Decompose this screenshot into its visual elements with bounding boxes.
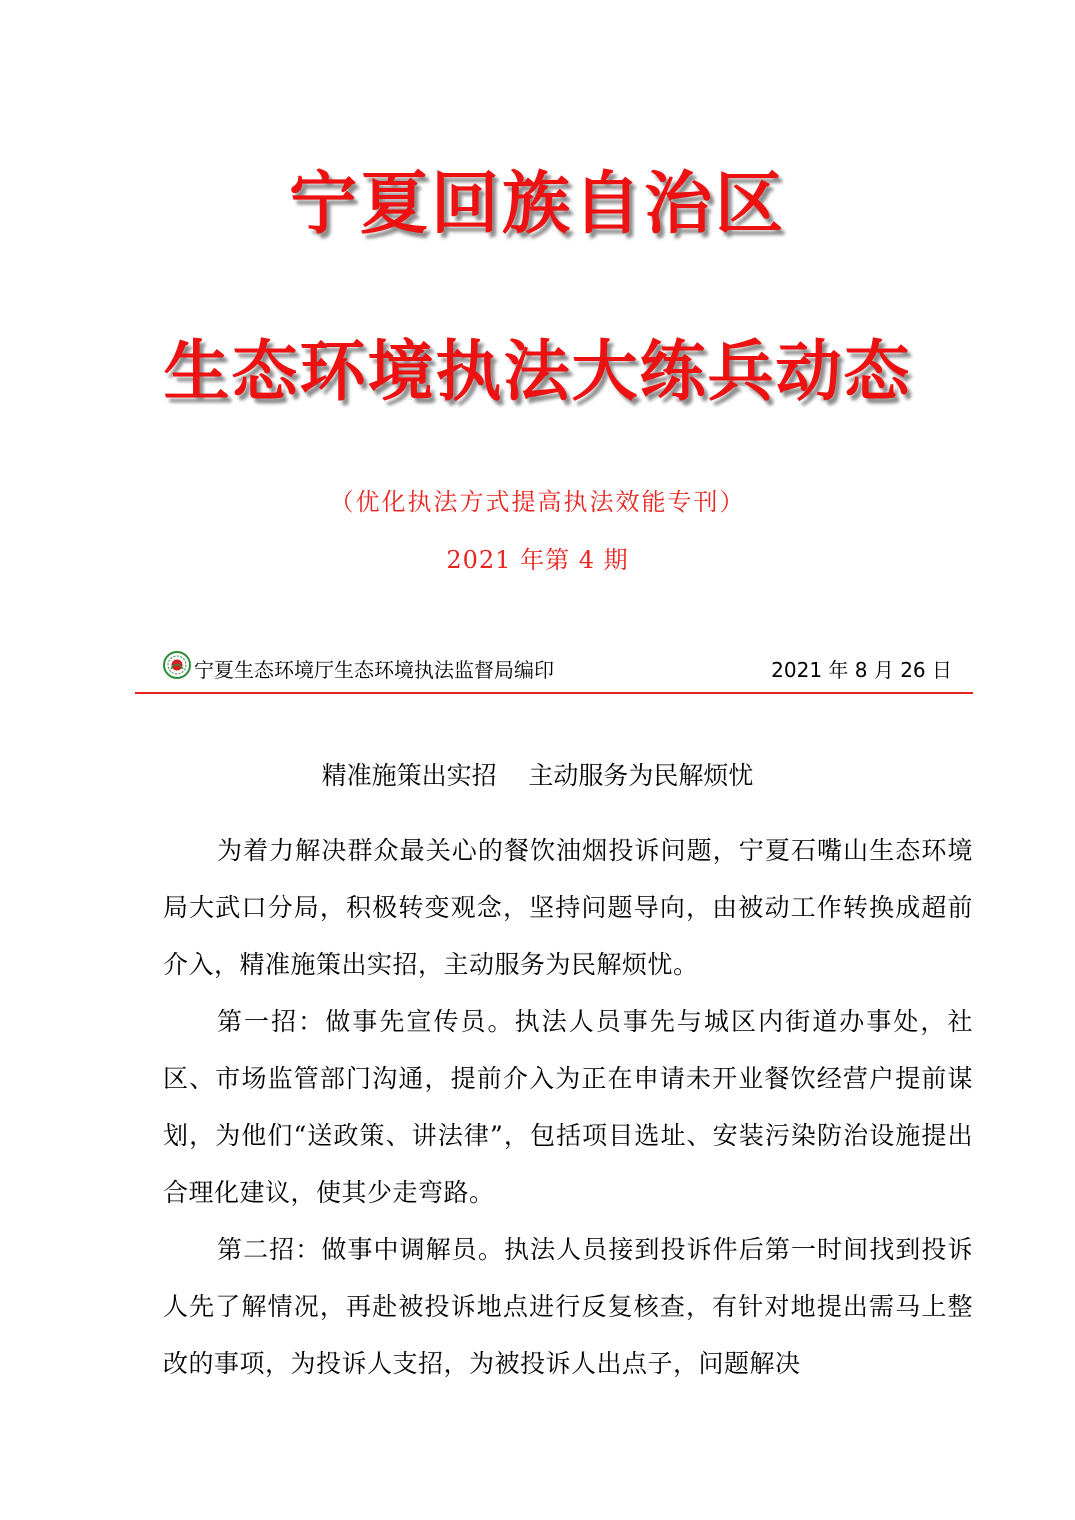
masthead-title-line-1: 宁夏回族自治区 — [288, 165, 786, 244]
header-divider — [135, 692, 973, 694]
article-paragraph-second-move: 第二招：做事中调解员。执法人员接到投诉件后第一时间找到投诉人先了解情况，再赴被投诉地点进行反复核查，有针对地提出需马上整改的事项，为投诉人支招，为被投诉人出点子，问题解决 — [163, 1235, 973, 1378]
issue-number: 2021 年第 4 期 — [446, 546, 629, 574]
special-issue-label: （优化执法方式提高执法效能专刊） — [329, 488, 746, 516]
publish-date: 2021 年 8 月 26 日 — [771, 658, 952, 682]
masthead-title-line-2: 生态环境执法大练兵动态 — [163, 333, 912, 410]
environmental-agency-logo-icon — [162, 650, 192, 680]
article-paragraph-first-move: 第一招：做事先宣传员。执法人员事先与城区内街道办事处，社区、市场监管部门沟通，提前介入为正在申请未开业餐饮经营户提前谋划，为他们“送政策、讲法律”，包括项目选址、安装污染防治设施提出合理化建议，使其少走弯路。 — [163, 1007, 973, 1207]
publisher-name: 宁夏生态环境厅生态环境执法监督局编印 — [194, 658, 554, 682]
article-paragraph-intro: 为着力解决群众最关心的餐饮油烟投诉问题，宁夏石嘴山生态环境局大武口分局，积极转变观念，坚持问题导向，由被动工作转换成超前介入，精准施策出实招，主动服务为民解烦忧。 — [163, 836, 973, 979]
publisher-row — [162, 650, 952, 684]
article-title: 精准施策出实招 主动服务为民解烦忧 — [321, 761, 754, 790]
